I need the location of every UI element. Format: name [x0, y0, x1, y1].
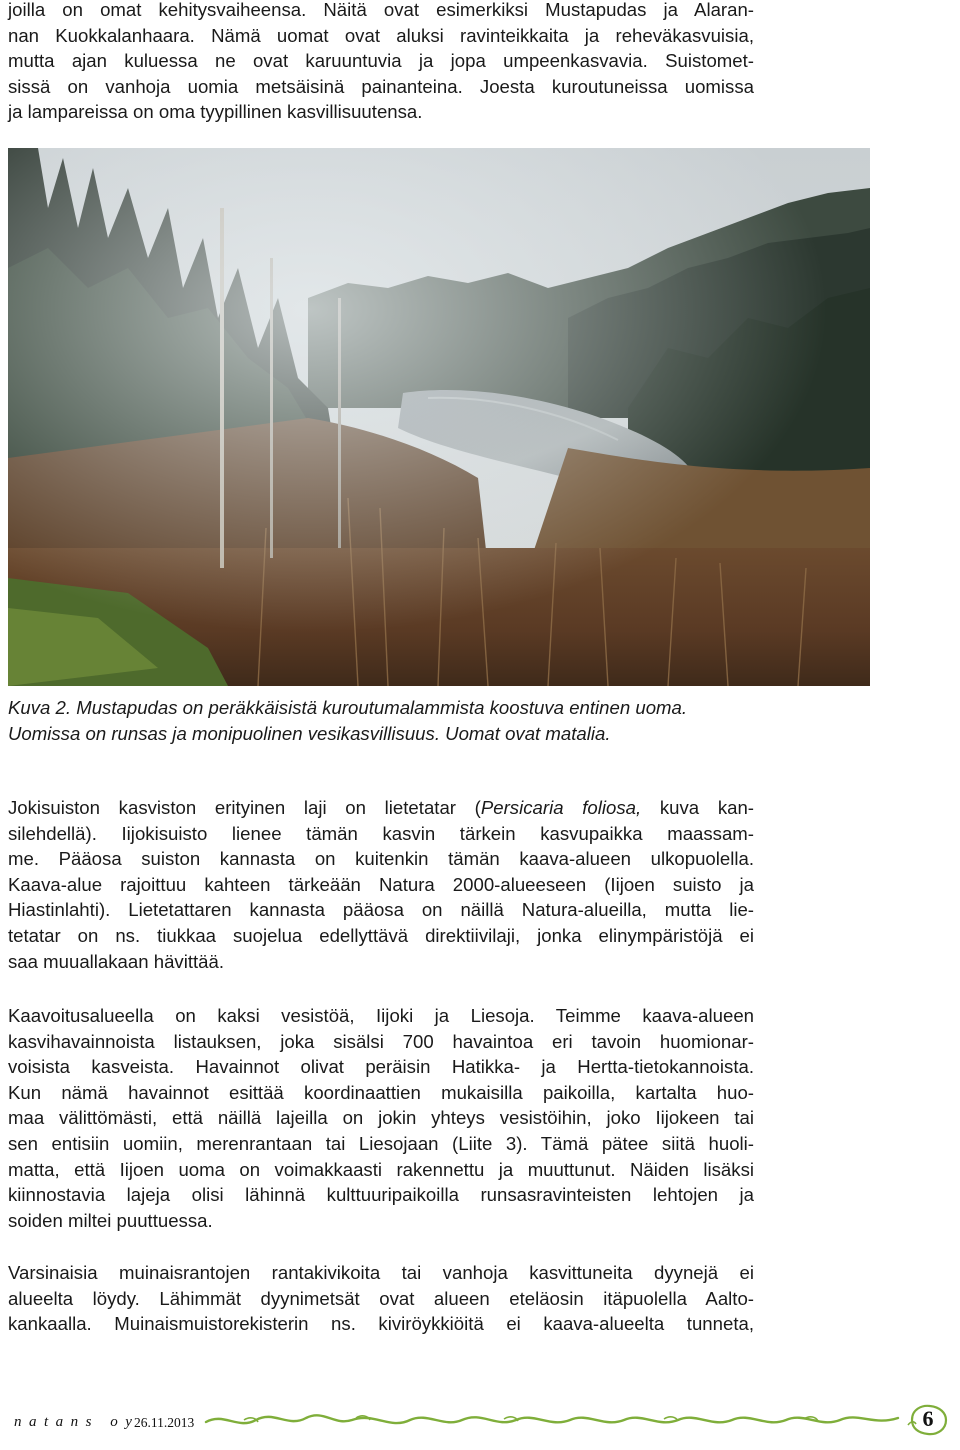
text-line: alueelta löydy. Lähimmät dyynimetsät ovat alueen eteläosin itäpuolella Aalto- — [8, 1287, 754, 1309]
text-line: kiinnostavia lajeja olisi lähinnä kulttuuripaikoilla runsasravinteisten lehtojen ja — [8, 1184, 754, 1206]
text-line: matta, että Iijoen uoma on voimakkaasti rakennettu ja muuttunut. Näiden lisäksi — [8, 1158, 754, 1180]
text-line: sissä on vanhoja uomia metsäisinä painanteina. Joesta kuroutuneissa uomissa — [8, 75, 754, 97]
text-line: saa muuallakaan hävittää. — [8, 950, 225, 972]
text-line: joilla on omat kehitysvaiheensa. Näitä ovat esimerkiksi Mustapudas ja Alaran- — [8, 0, 754, 20]
river-landscape-photo — [8, 148, 870, 686]
wave-ornament-icon — [204, 1406, 900, 1434]
text-line: tetatar on ns. tiukkaa suojelua edellyttävä direktiivilaji, jonka elinympäristöjä ei — [8, 924, 754, 946]
text-segment: Jokisuiston kasviston erityinen laji on lietetatar ( — [8, 797, 481, 818]
page-footer — [0, 1400, 960, 1450]
page-number: 6 — [922, 1406, 934, 1431]
text-line: soiden miltei puuttuessa. — [8, 1209, 213, 1231]
caption-line: Kuva 2. Mustapudas on peräkkäisistä kuroutumalammista koostuva entinen uoma. — [8, 697, 688, 718]
intro-paragraph — [8, 0, 754, 125]
text-line: maa välittömästi, että näillä lajeilla on jokin yhteys vesistöihin, joko Iijokeen tai — [8, 1107, 754, 1129]
text-line: mutta ajan kuluessa ne ovat karuuntuvia ja jopa umpeenkasvavia. Suistomet- — [8, 50, 754, 72]
text-line: me. Pääosa suiston kannasta on kuitenkin tämän kaava-alueen ulkopuolella. — [8, 848, 754, 870]
text-line: sen entisiin uomiin, merenrantaan tai Liesojaan (Liite 3). Tämä pätee siitä huoli- — [8, 1132, 754, 1154]
text-line: kankaalla. Muinaismuistorekisterin ns. kiviröykkiöitä ei kaava-alueelta tunneta, — [8, 1313, 754, 1335]
company-name: natans oy — [14, 1414, 140, 1430]
footer-date: 26.11.2013 — [134, 1415, 195, 1430]
text-line: Kaava-alue rajoittuu kahteen tärkeään Natura 2000-alueeseen (Iijoen suisto ja — [8, 873, 754, 895]
text-line: kasvihavainnoista listauksen, joka sisälsi 700 havaintoa eri tavoin huomionar- — [8, 1030, 754, 1052]
caption-line: Uomissa on runsas ja monipuolinen vesikasvillisuus. Uomat ovat matalia. — [8, 722, 611, 744]
text-segment: kuva kan- — [641, 797, 754, 818]
species-name: Persicaria foliosa, — [480, 797, 642, 818]
text-line: Kun nämä havainnot esittää koordinaattien mukaisilla paikoilla, kartalta huo- — [8, 1081, 754, 1103]
text-line: silehdellä). Iijokisuisto lienee tämän kasvin tärkein kasvupaikka maassam- — [8, 822, 754, 844]
photo-caption — [8, 695, 754, 746]
text-line: voisista kasveista. Havainnot olivat peräisin Hatikka- ja Hertta-tietokannoista. — [8, 1056, 754, 1078]
text-line: Varsinaisia muinaisrantojen rantakivikoita tai vanhoja kasvittuneita dyynejä ei — [8, 1262, 754, 1283]
text-line: nan Kuokkalanhaara. Nämä uomat ovat aluksi ravinteikkaita ja reheväkasvuisia, — [8, 24, 754, 46]
text-line: Hiastinlahti). Lietetattaren kannasta pääosa on näillä Natura-alueilla, mutta lie- — [8, 899, 754, 921]
text-line: ja lampareissa on oma tyypillinen kasvillisuutensa. — [8, 101, 423, 123]
page-number-badge — [906, 1403, 950, 1437]
text-line: Kaavoitusalueella on kaksi vesistöä, Iijoki ja Liesoja. Teimme kaava-alueen — [8, 1005, 754, 1026]
paragraph-kaavoitusalue — [8, 1003, 754, 1233]
text-line — [8, 795, 754, 821]
paragraph-muinaisrannat — [8, 1260, 754, 1337]
paragraph-lietetatar — [8, 795, 754, 974]
